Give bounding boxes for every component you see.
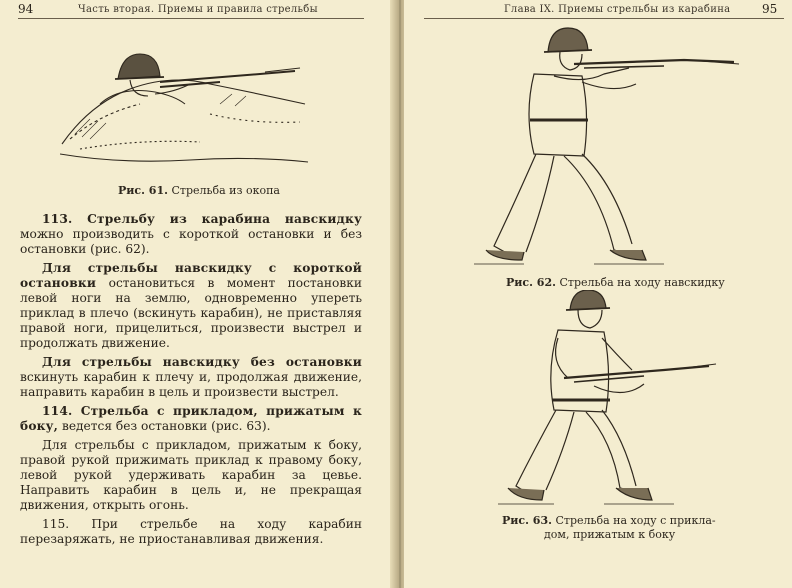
running-head-right: Глава IX. Приемы стрельбы из карабина <box>504 4 731 15</box>
header-rule-right <box>424 18 784 19</box>
page-number-left: 94 <box>18 2 34 16</box>
paragraph-113-lead: 113. Стрельбу из карабина навскидку <box>42 212 362 226</box>
figure-61-caption-text: Стрельба из окопа <box>171 184 280 197</box>
figure-63-caption <box>502 514 742 542</box>
figure-61-illustration <box>60 44 310 174</box>
figure-62-label: Рис. 62. <box>506 276 556 289</box>
figure-63-illustration <box>494 290 734 512</box>
paragraph-short-stop <box>20 261 362 351</box>
right-page <box>404 0 792 588</box>
figure-61-caption <box>118 184 280 197</box>
paragraph-115 <box>20 517 362 547</box>
page-number-right: 95 <box>762 2 778 16</box>
paragraph-no-stop-text: вскинуть карабин к плечу и, продолжая движение, направить карабин в цель и произвести выстрел. <box>20 370 362 399</box>
figure-62-caption <box>506 276 725 289</box>
paragraph-short-stop-text: остановиться в момент постановки левой ноги на землю, одновременно упереть приклад в плечо (вскинуть карабин), не приставляя правой ноги, прицелиться, произвести выстрел и продолжать движение. <box>20 276 362 350</box>
figure-63-caption-line2: дом, прижатым к боку <box>544 528 676 541</box>
running-head-left: Часть вторая. Приемы и правила стрельбы <box>78 4 318 15</box>
paragraph-115-text: 115. При стрельбе на ходу карабин перезаряжать, не приостанавливая движения. <box>20 517 362 546</box>
paragraph-butt-to-side <box>20 438 362 513</box>
paragraph-short-stop-lead: Для стрельбы навскидку с короткой остановки <box>20 261 362 290</box>
paragraph-no-stop <box>20 355 362 400</box>
paragraph-butt-text: Для стрельбы с прикладом, прижатым к боку, правой рукой прижимать приклад к правому боку, левой рукой удерживать карабин за цевье. Направить карабин в цель и, не прекращая движения, открыть огонь. <box>20 438 362 512</box>
figure-63-caption-text-1: Стрельба на ходу с прикла- <box>555 514 716 527</box>
paragraph-113-text: можно производить с короткой остановки и без остановки (рис. 62). <box>20 227 362 256</box>
paragraph-114 <box>20 404 362 434</box>
figure-61-label: Рис. 61. <box>118 184 168 197</box>
figure-63-label: Рис. 63. <box>502 514 552 527</box>
figure-62-caption-text: Стрельба на ходу навскидку <box>559 276 725 289</box>
paragraph-113 <box>20 212 362 257</box>
header-rule-left <box>18 18 364 19</box>
paragraph-114-text: ведется без остановки (рис. 63). <box>58 419 271 433</box>
paragraph-114-lead: 114. Стрельба с прикладом, прижатым к боку, <box>20 404 362 433</box>
figure-62-illustration <box>464 24 754 274</box>
paragraph-no-stop-lead: Для стрельбы навскидку без остановки <box>42 355 362 369</box>
figure-63-caption-line1 <box>502 514 742 528</box>
left-page-body <box>20 212 362 551</box>
